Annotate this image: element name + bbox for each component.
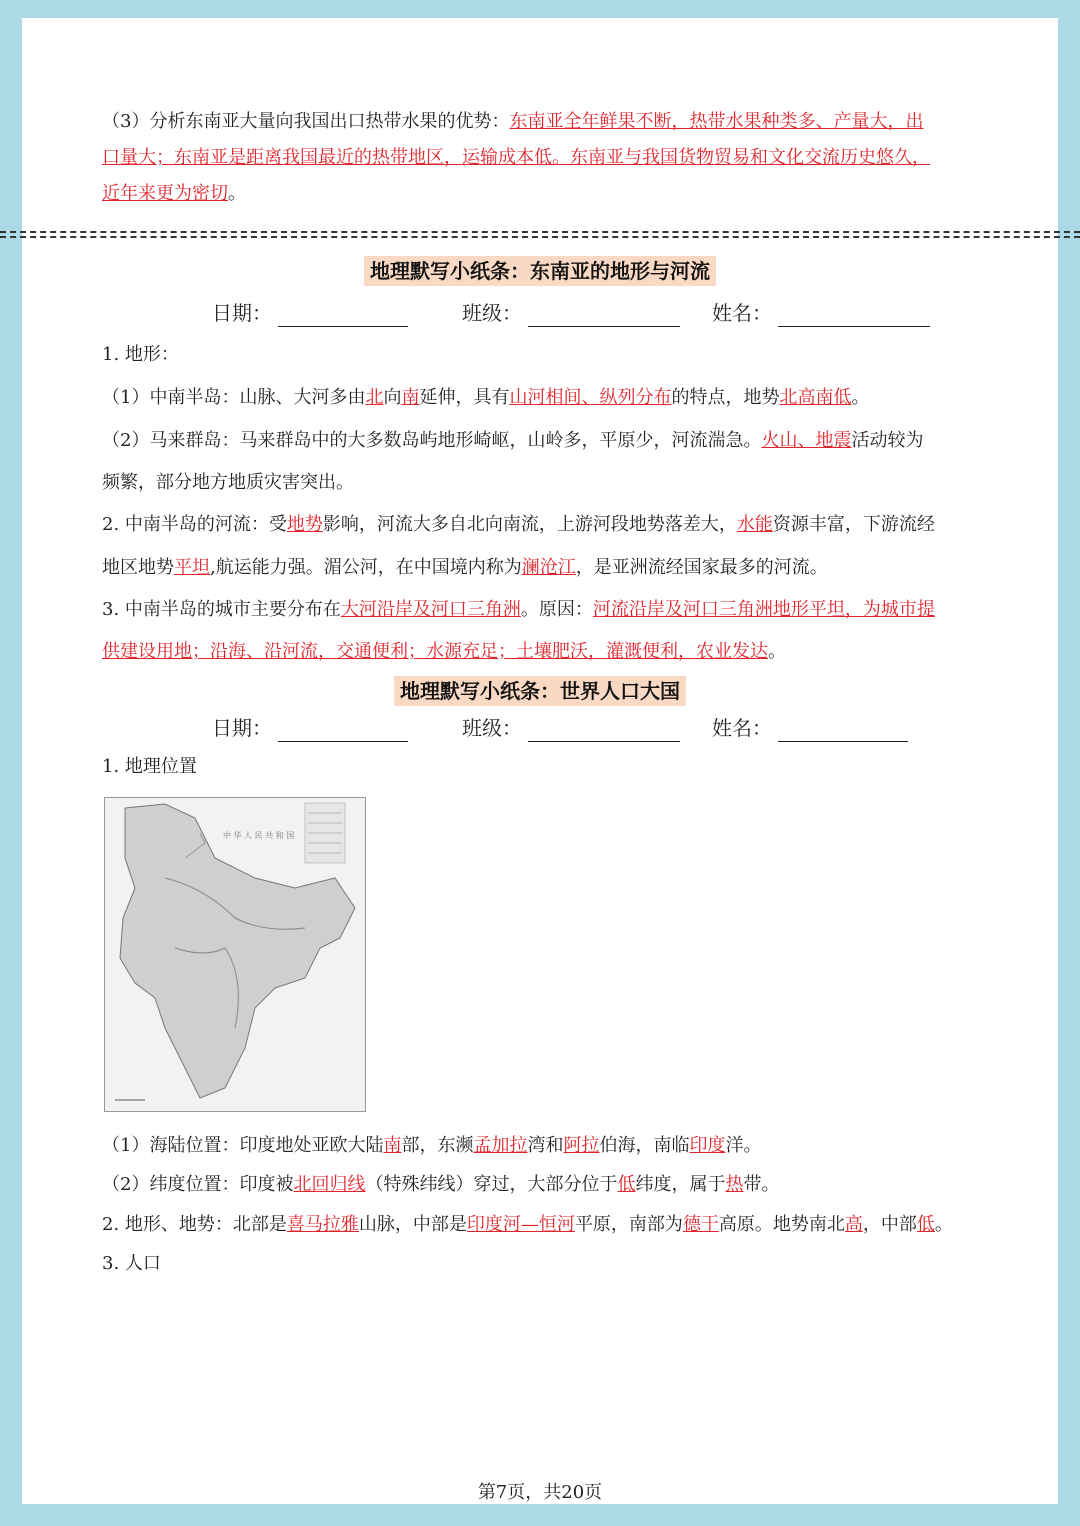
- sheet2-title: 地理默写小纸条：世界人口大国: [0, 676, 1080, 706]
- terrain-line-3: 频繁，部分地方地质灾害突出。: [102, 472, 354, 493]
- map-label-china: 中 华 人 民 共 和 国: [223, 831, 295, 840]
- terrain-india-line: 2. 地形、地势：北部是喜马拉雅山脉，中部是印度河—恒河平原，南部为德干高原。地势南北高，中部低。: [102, 1214, 953, 1235]
- q3-line-3: 近年来更为密切。: [102, 183, 246, 204]
- city-line-2: 供建设用地；沿海、沿河流，交通便利；水源充足；土壤肥沃，灌溉便利，农业发达。: [102, 641, 786, 662]
- river-line-1: 2. 中南半岛的河流：受地势影响，河流大多自北向南流，上游河段地势落差大，水能资源丰富，下游流经: [102, 514, 935, 535]
- terrain-line-2: （2）马来群岛：马来群岛中的大多数岛屿地形崎岖，山岭多，平原少，河流湍急。火山、地震活动较为: [102, 430, 924, 451]
- q3-line-1: （3）分析东南亚大量向我国出口热带水果的优势：东南亚全年鲜果不断，热带水果种类多、产量大，出: [102, 111, 924, 132]
- page-number: 第7页，共20页: [477, 1482, 603, 1503]
- location-line-2: （2）纬度位置：印度被北回归线（特殊纬线）穿过，大部分位于低纬度，属于热带。: [102, 1174, 780, 1195]
- q3-line-2: 口量大；东南亚是距离我国最近的热带地区，运输成本低。东南亚与我国货物贸易和文化交流历史悠久，: [102, 147, 930, 168]
- date-blank[interactable]: [278, 721, 408, 742]
- name-field[interactable]: 姓名：: [712, 714, 908, 742]
- population-heading: 3. 人口: [102, 1253, 161, 1274]
- class-field[interactable]: 班级：: [462, 299, 680, 327]
- date-blank[interactable]: [278, 306, 408, 327]
- class-blank[interactable]: [528, 306, 680, 327]
- terrain-line-1: （1）中南半岛：山脉、大河多由北向南延伸，具有山河相间、纵列分布的特点，地势北高南低。: [102, 387, 870, 408]
- date-field[interactable]: 日期：: [212, 714, 408, 742]
- name-blank[interactable]: [778, 306, 930, 327]
- india-map: [104, 797, 366, 1112]
- river-line-2: 地区地势平坦,航运能力强。湄公河，在中国境内称为澜沧江，是亚洲流经国家最多的河流。: [102, 557, 828, 578]
- location-line-1: （1）海陆位置：印度地处亚欧大陆南部，东濒孟加拉湾和阿拉伯海，南临印度洋。: [102, 1135, 762, 1156]
- terrain-heading: 1. 地形：: [102, 344, 179, 365]
- class-field[interactable]: 班级：: [462, 714, 680, 742]
- name-field[interactable]: 姓名：: [712, 299, 930, 327]
- city-line-1: 3. 中南半岛的城市主要分布在大河沿岸及河口三角洲。原因：河流沿岸及河口三角洲地形平坦，为城市提: [102, 599, 935, 620]
- cut-line-separator: [0, 231, 1080, 238]
- india-map-drawing: [105, 798, 365, 1111]
- sheet1-title: 地理默写小纸条：东南亚的地形与河流: [0, 256, 1080, 286]
- name-blank[interactable]: [778, 721, 908, 742]
- date-field[interactable]: 日期：: [212, 299, 408, 327]
- location-heading: 1. 地理位置: [102, 756, 197, 777]
- class-blank[interactable]: [528, 721, 680, 742]
